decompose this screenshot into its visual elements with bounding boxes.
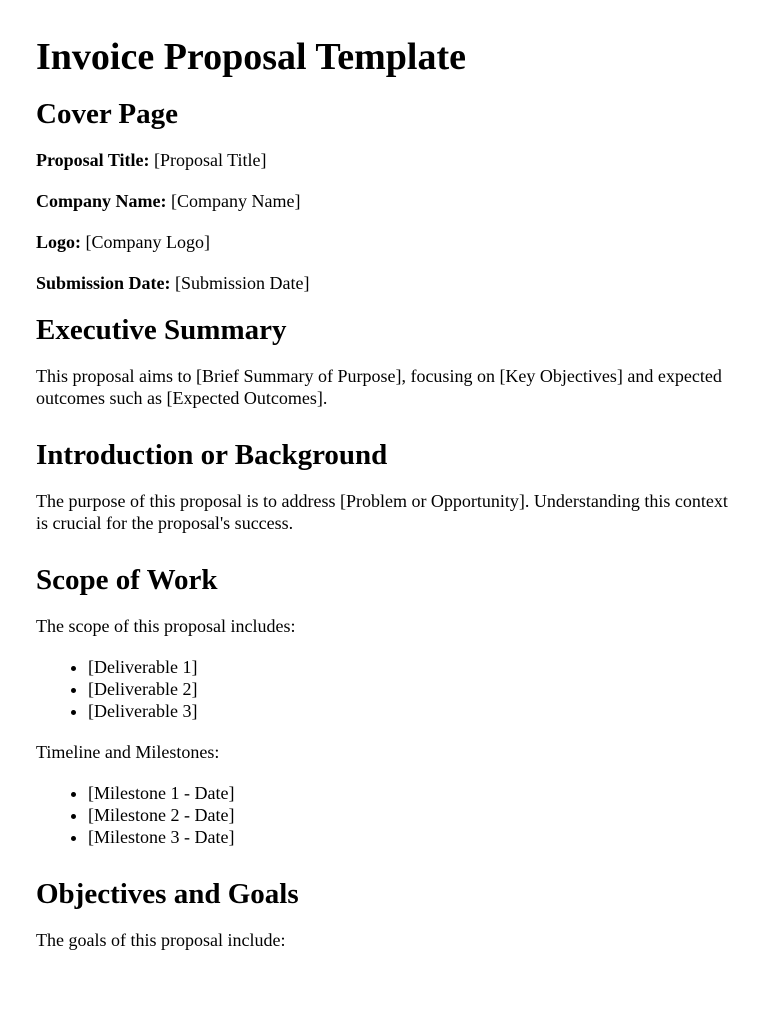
- company-name-value: [Company Name]: [171, 191, 301, 211]
- company-name-label: Company Name:: [36, 191, 167, 211]
- milestones-list: [36, 782, 734, 848]
- proposal-title-field: [36, 149, 734, 171]
- list-item: • [Milestone 3 - Date]: [88, 826, 734, 848]
- submission-date-label: Submission Date:: [36, 273, 171, 293]
- objectives-heading: Objectives and Goals: [36, 878, 299, 910]
- list-item: • [Milestone 1 - Date]: [88, 782, 734, 804]
- scope-intro-text: The scope of this proposal includes:: [36, 616, 296, 636]
- cover-page-heading: Cover Page: [36, 98, 178, 130]
- submission-date-value: [Submission Date]: [175, 273, 310, 293]
- company-name-field: [36, 190, 734, 212]
- logo-label: Logo:: [36, 232, 81, 252]
- list-item: • [Deliverable 2]: [88, 678, 734, 700]
- submission-date-field: [36, 272, 734, 294]
- list-item: • [Deliverable 3]: [88, 700, 734, 722]
- logo-field: [36, 231, 734, 253]
- proposal-title-value: [Proposal Title]: [154, 150, 267, 170]
- proposal-title-label: Proposal Title:: [36, 150, 150, 170]
- list-item: • [Deliverable 1]: [88, 656, 734, 678]
- objectives-intro-text: The goals of this proposal include:: [36, 930, 286, 950]
- timeline-label: Timeline and Milestones:: [36, 742, 220, 762]
- document-title: Invoice Proposal Template: [36, 36, 466, 78]
- list-item: • [Milestone 2 - Date]: [88, 804, 734, 826]
- scope-of-work-heading: Scope of Work: [36, 564, 218, 596]
- executive-summary-heading: Executive Summary: [36, 314, 287, 346]
- introduction-heading: Introduction or Background: [36, 439, 388, 471]
- executive-summary-text: This proposal aims to [Brief Summary of Purpose], focusing on [Key Objectives] and expected outcomes such as [Expected Outcomes].: [36, 366, 722, 408]
- introduction-text: The purpose of this proposal is to address [Problem or Opportunity]. Understanding this context is crucial for the proposal's success.: [36, 491, 728, 533]
- deliverables-list: [36, 656, 734, 722]
- logo-value: [Company Logo]: [85, 232, 210, 252]
